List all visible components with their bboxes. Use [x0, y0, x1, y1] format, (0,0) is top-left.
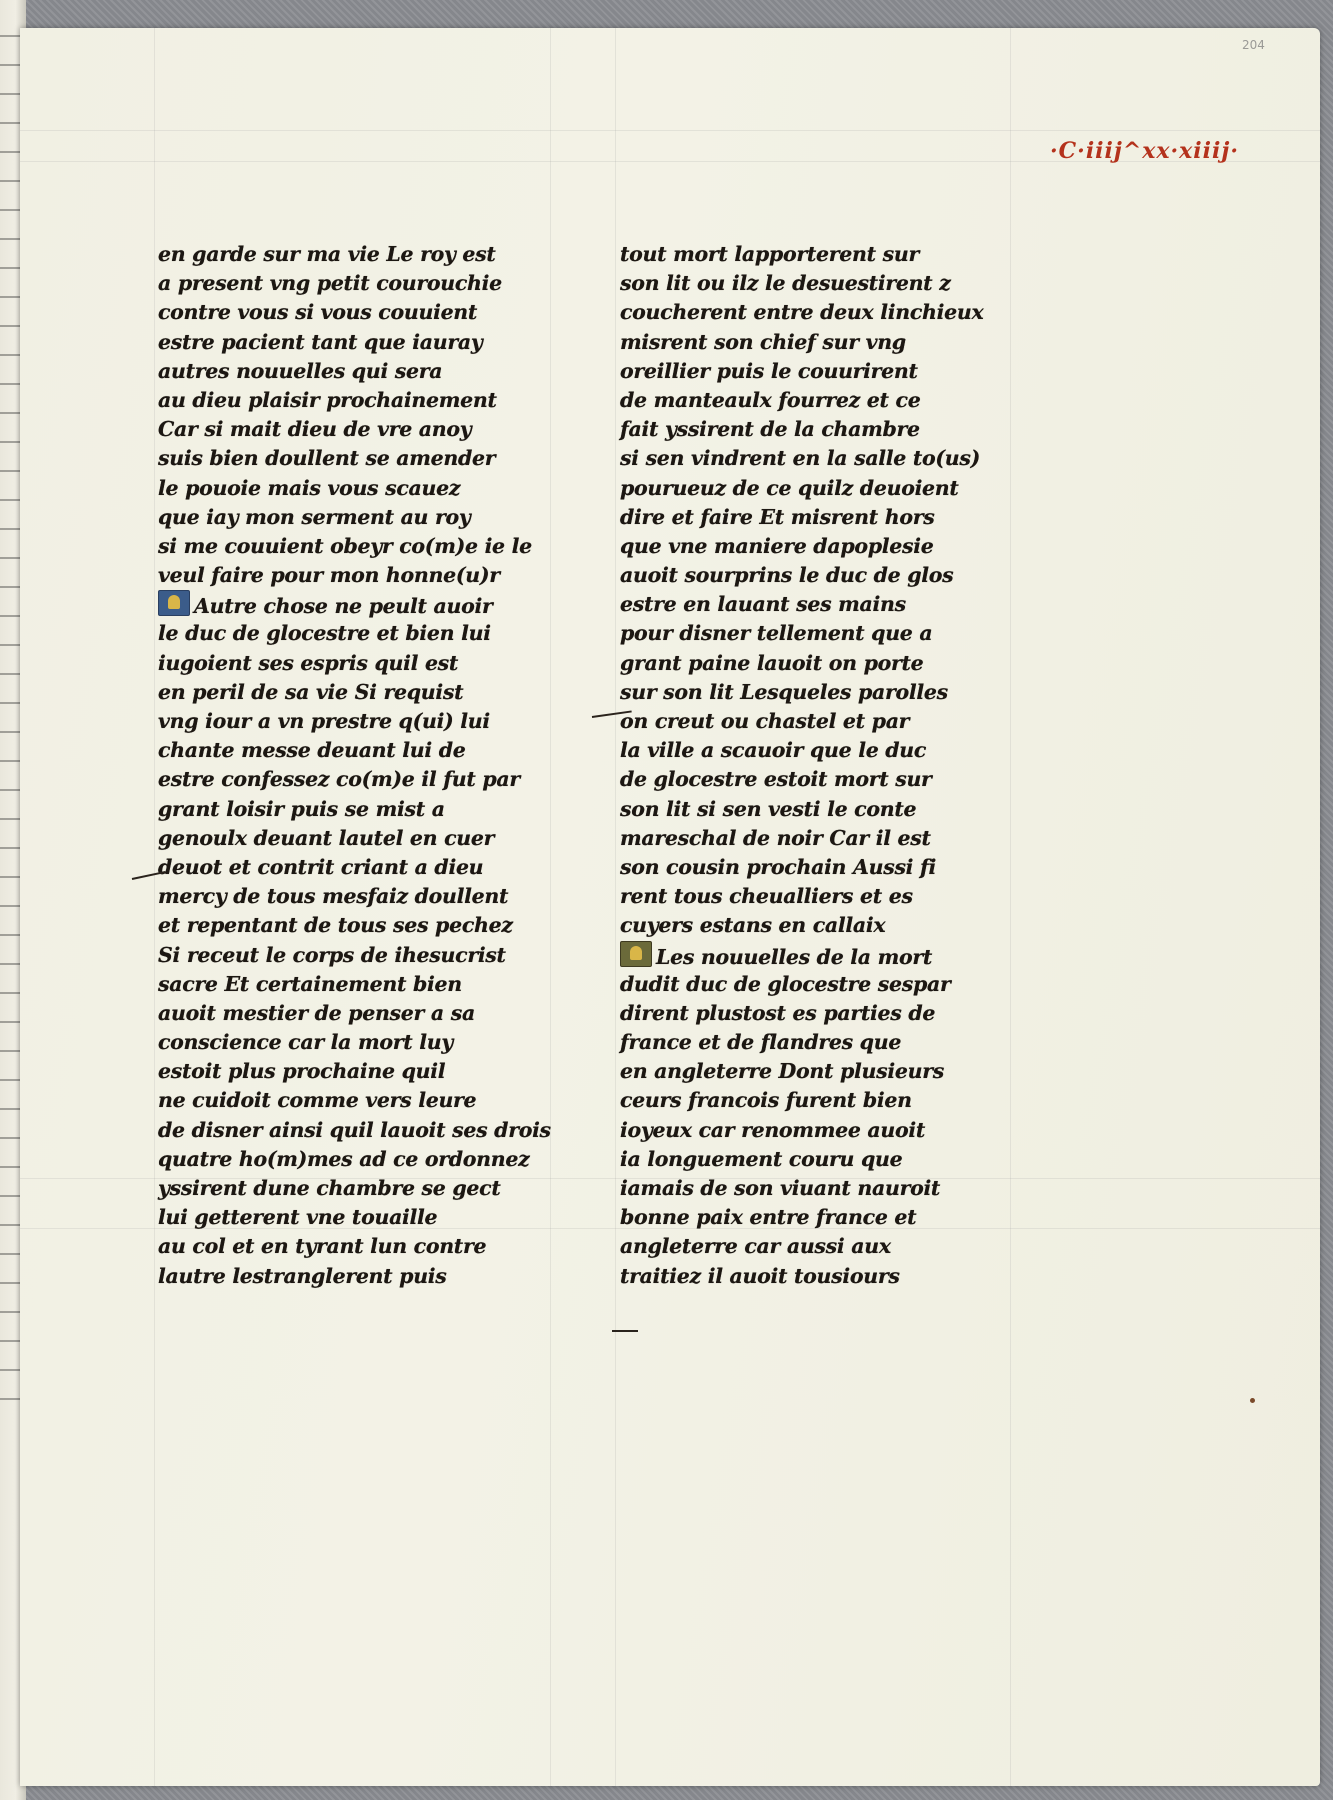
text-line-content: ne cuidoit comme vers leure: [158, 1088, 477, 1113]
text-line-content: au dieu plaisir prochainement: [158, 387, 497, 412]
text-line-content: grant paine lauoit on porte: [620, 650, 924, 675]
text-line-content: rent tous cheualliers et es: [620, 884, 913, 909]
text-line-content: estre en lauant ses mains: [620, 592, 906, 617]
text-line: [158, 795, 578, 824]
text-line-content: de glocestre estoit mort sur: [620, 767, 932, 792]
ruling-line: [20, 130, 1320, 131]
text-line: [158, 269, 578, 298]
text-line-content: quatre ho(m)mes ad ce ordonnez: [158, 1146, 530, 1171]
text-line-content: chante messe deuant lui de: [158, 738, 466, 763]
text-line-content: estoit plus prochaine quil: [158, 1059, 446, 1084]
text-line: [158, 765, 578, 794]
text-line-content: et repentant de tous ses pechez: [158, 913, 513, 938]
text-line: [620, 882, 1040, 911]
text-line: [158, 532, 578, 561]
text-line: [158, 474, 578, 503]
text-line-content: suis bien doullent se amender: [158, 446, 496, 471]
text-line-content: dire et faire Et misrent hors: [620, 504, 935, 529]
text-line-content: autres nouuelles qui sera: [158, 358, 443, 383]
text-line: [158, 1262, 578, 1291]
text-line-content: lautre lestranglerent puis: [158, 1263, 447, 1288]
text-line-content: au col et en tyrant lun contre: [158, 1234, 487, 1259]
text-line-content: si sen vindrent en la salle to(us): [620, 446, 981, 471]
pen-stroke: [612, 1330, 638, 1332]
text-line-content: dirent plustost es parties de: [620, 1000, 936, 1025]
text-line: [620, 999, 1040, 1028]
text-line: [620, 1232, 1040, 1261]
text-line-content: france et de flandres que: [620, 1030, 902, 1055]
text-line-content: veul faire pour mon honne(u)r: [158, 563, 500, 588]
text-line-content: genoulx deuant lautel en cuer: [158, 825, 495, 850]
text-line: [620, 1174, 1040, 1203]
text-line: [158, 1116, 578, 1145]
text-line: [158, 503, 578, 532]
text-line: [158, 561, 578, 590]
text-line: [620, 269, 1040, 298]
text-line-content: traitiez il auoit tousiours: [620, 1263, 900, 1288]
text-line: [158, 415, 578, 444]
text-line-content: la ville a scauoir que le duc: [620, 738, 927, 763]
text-line: [158, 357, 578, 386]
text-line: [620, 1086, 1040, 1115]
text-line-content: fait yssirent de la chambre: [620, 417, 920, 442]
text-line: [158, 590, 578, 619]
text-line: [620, 795, 1040, 824]
text-line: [620, 619, 1040, 648]
text-line: [620, 1116, 1040, 1145]
text-line-content: en garde sur ma vie Le roy est: [158, 242, 496, 266]
text-line: [620, 357, 1040, 386]
text-line-content: Les nouuelles de la mort: [656, 944, 933, 969]
running-head: ·C·iiij^xx·xiiij·: [1050, 138, 1239, 164]
text-line-content: misrent son chief sur vng: [620, 329, 906, 354]
text-line-content: en angleterre Dont plusieurs: [620, 1059, 944, 1084]
text-line: [158, 1203, 578, 1232]
text-line: [620, 328, 1040, 357]
text-line-content: ia longuement couru que: [620, 1146, 903, 1171]
text-line-content: estre pacient tant que iauray: [158, 329, 483, 354]
text-line: [158, 328, 578, 357]
text-line-content: auoit sourprins le duc de glos: [620, 563, 954, 588]
text-line: [158, 1145, 578, 1174]
text-line-content: le duc de glocestre et bien lui: [158, 621, 491, 646]
text-line-content: tout mort lapporterent sur: [620, 242, 919, 266]
text-line: [158, 853, 578, 882]
text-column-right: [620, 240, 1040, 1291]
text-line: [158, 1057, 578, 1086]
text-line: [158, 707, 578, 736]
text-line: [620, 1057, 1040, 1086]
text-line: [158, 678, 578, 707]
text-line: [620, 970, 1040, 999]
text-line: [620, 474, 1040, 503]
text-line: [620, 1145, 1040, 1174]
text-line-content: sur son lit Lesqueles parolles: [620, 679, 948, 704]
text-line: [620, 590, 1040, 619]
text-line: [620, 444, 1040, 473]
text-line-content: contre vous si vous couuient: [158, 300, 478, 325]
text-line: [158, 619, 578, 648]
text-line: [620, 941, 1040, 970]
ruling-line: [615, 28, 616, 1786]
text-line: [158, 941, 578, 970]
text-line: [158, 1086, 578, 1115]
ink-spot: [1250, 1398, 1255, 1403]
text-line-content: de disner ainsi quil lauoit ses drois: [158, 1117, 551, 1142]
text-line-content: estre confessez co(m)e il fut par: [158, 767, 520, 792]
text-line: [620, 240, 1040, 269]
text-line-content: mareschal de noir Car il est: [620, 825, 931, 850]
text-line-content: mercy de tous mesfaiz doullent: [158, 884, 509, 909]
text-line-content: auoit mestier de penser a sa: [158, 1000, 475, 1025]
text-line-content: Car si mait dieu de vre anoy: [158, 417, 472, 442]
text-line-content: Si receut le corps de ihesucrist: [158, 942, 506, 967]
text-line-content: ceurs francois furent bien: [620, 1088, 912, 1113]
text-line-content: sacre Et certainement bien: [158, 971, 462, 996]
text-line-content: en peril de sa vie Si requist: [158, 679, 464, 704]
text-line-content: vng iour a vn prestre q(ui) lui: [158, 709, 490, 733]
text-line-content: cuyers estans en callaix: [620, 913, 886, 938]
text-line-content: on creut ou chastel et par: [620, 709, 910, 733]
text-line-content: coucherent entre deux linchieux: [620, 300, 984, 325]
text-line: [158, 736, 578, 765]
text-line-content: son lit si sen vesti le conte: [620, 796, 917, 821]
text-line-content: le pouoie mais vous scauez: [158, 475, 461, 500]
text-line: [158, 386, 578, 415]
ruling-line: [154, 28, 155, 1786]
text-line: [620, 1203, 1040, 1232]
text-line-content: bonne paix entre france et: [620, 1205, 917, 1230]
text-line: [158, 444, 578, 473]
text-line-content: ioyeux car renommee auoit: [620, 1117, 926, 1142]
text-line: [620, 532, 1040, 561]
text-line: [620, 298, 1040, 327]
text-line: [620, 503, 1040, 532]
text-line: [620, 736, 1040, 765]
text-line-content: iamais de son viuant nauroit: [620, 1176, 941, 1200]
text-line: [620, 765, 1040, 794]
text-line: [158, 240, 578, 269]
text-line-content: deuot et contrit criant a dieu: [158, 854, 484, 879]
text-line-content: Autre chose ne peult auoir: [194, 594, 493, 619]
decorated-initial: [158, 590, 190, 616]
text-line-content: si me couuient obeyr co(m)e ie le: [158, 533, 532, 558]
text-line: [620, 853, 1040, 882]
text-line: [158, 970, 578, 999]
text-line: [158, 882, 578, 911]
text-line: [620, 415, 1040, 444]
text-line: [158, 1028, 578, 1057]
text-line-content: iugoient ses espris quil est: [158, 650, 459, 675]
text-line-content: que vne maniere dapoplesie: [620, 533, 934, 558]
text-line: [620, 649, 1040, 678]
text-line: [620, 386, 1040, 415]
text-line-content: son lit ou ilz le desuestirent z: [620, 271, 951, 296]
text-line-content: angleterre car aussi aux: [620, 1234, 891, 1259]
text-line: [620, 1262, 1040, 1291]
text-line-content: pour disner tellement que a: [620, 621, 933, 646]
text-line-content: grant loisir puis se mist a: [158, 796, 445, 821]
text-line: [620, 561, 1040, 590]
text-line-content: conscience car la mort luy: [158, 1030, 453, 1055]
text-line: [158, 911, 578, 940]
text-line-content: oreillier puis le couurirent: [620, 358, 918, 383]
text-line: [620, 707, 1040, 736]
text-line: [620, 678, 1040, 707]
text-line: [158, 649, 578, 678]
text-line: [158, 999, 578, 1028]
text-line-content: de manteaulx fourrez et ce: [620, 387, 921, 412]
text-line: [620, 824, 1040, 853]
text-line: [158, 1232, 578, 1261]
text-line-content: lui getterent vne touaille: [158, 1205, 438, 1230]
text-line: [620, 911, 1040, 940]
text-line: [158, 1174, 578, 1203]
text-line: [158, 824, 578, 853]
decorated-initial: [620, 941, 652, 967]
text-line-content: son cousin prochain Aussi fi: [620, 854, 937, 879]
text-line-content: dudit duc de glocestre sespar: [620, 971, 951, 996]
text-line-content: a present vng petit courouchie: [158, 271, 502, 296]
text-line-content: pourueuz de ce quilz deuoient: [620, 475, 959, 500]
text-line: [158, 298, 578, 327]
folio-number: 204: [1242, 38, 1265, 52]
text-line-content: que iay mon serment au roy: [158, 504, 471, 529]
text-line: [620, 1028, 1040, 1057]
text-column-left: [158, 240, 578, 1291]
text-line-content: yssirent dune chambre se gect: [158, 1176, 501, 1200]
